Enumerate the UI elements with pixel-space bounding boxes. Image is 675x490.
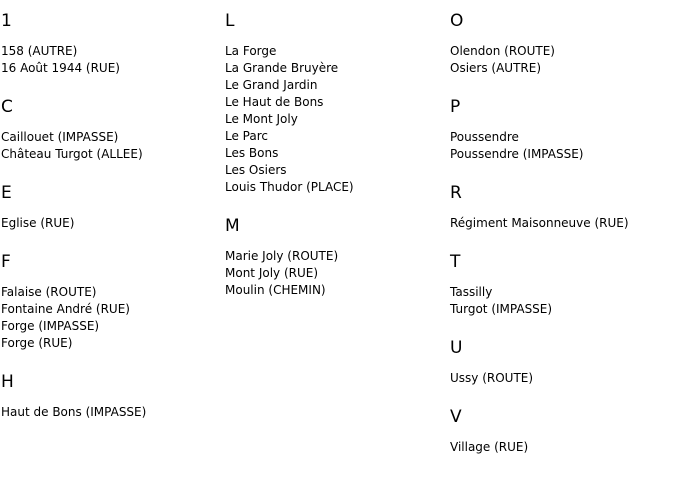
street-link[interactable]: 16 Août 1944 (RUE): [1, 61, 120, 75]
street-link[interactable]: Le Parc: [225, 129, 268, 143]
section-letter: R: [450, 183, 462, 203]
street-link[interactable]: Eglise (RUE): [1, 216, 75, 230]
section-letter: U: [450, 338, 463, 358]
letter-section: [1, 97, 221, 163]
section-letter: F: [1, 252, 11, 272]
letter-section: [1, 11, 221, 77]
street-link[interactable]: La Forge: [225, 44, 277, 58]
letter-section: [1, 252, 221, 352]
street-list: [1, 404, 221, 421]
street-link[interactable]: Forge (RUE): [1, 336, 73, 350]
street-list: [1, 43, 221, 77]
section-letter: P: [450, 97, 461, 117]
street-link[interactable]: Village (RUE): [450, 440, 529, 454]
street-link[interactable]: Les Osiers: [225, 163, 287, 177]
letter-section: [225, 11, 445, 196]
street-link[interactable]: Poussendre: [450, 130, 519, 144]
street-list: [450, 284, 675, 318]
street-link[interactable]: Olendon (ROUTE): [450, 44, 555, 58]
section-letter: M: [225, 216, 240, 236]
street-list: [1, 215, 221, 232]
street-list: [450, 215, 675, 232]
street-list: [225, 248, 445, 299]
section-letter: C: [1, 97, 13, 117]
street-link[interactable]: Turgot (IMPASSE): [450, 302, 553, 316]
street-link[interactable]: Haut de Bons (IMPASSE): [1, 405, 147, 419]
section-letter: V: [450, 407, 462, 427]
street-index-column-2: [225, 11, 445, 299]
street-list: [450, 129, 675, 163]
street-index-column-3: [450, 11, 675, 456]
street-link[interactable]: La Grande Bruyère: [225, 61, 339, 75]
letter-section: [450, 407, 675, 456]
street-list: [450, 43, 675, 77]
street-link[interactable]: Caillouet (IMPASSE): [1, 130, 119, 144]
street-link[interactable]: Le Haut de Bons: [225, 95, 324, 109]
street-list: [450, 439, 675, 456]
section-letter: T: [450, 252, 461, 272]
street-link[interactable]: Louis Thudor (PLACE): [225, 180, 354, 194]
street-link[interactable]: Tassilly: [450, 285, 493, 299]
letter-section: [450, 338, 675, 387]
street-link[interactable]: Château Turgot (ALLEE): [1, 147, 143, 161]
letter-section: [1, 183, 221, 232]
street-link[interactable]: Les Bons: [225, 146, 279, 160]
street-link[interactable]: Falaise (ROUTE): [1, 285, 97, 299]
street-list: [225, 43, 445, 196]
street-link[interactable]: Marie Joly (ROUTE): [225, 249, 339, 263]
street-link[interactable]: Osiers (AUTRE): [450, 61, 542, 75]
street-link[interactable]: Poussendre (IMPASSE): [450, 147, 584, 161]
street-link[interactable]: Le Mont Joly: [225, 112, 298, 126]
street-link[interactable]: 158 (AUTRE): [1, 44, 78, 58]
letter-section: [450, 11, 675, 77]
letter-section: [450, 183, 675, 232]
letter-section: [1, 372, 221, 421]
section-letter: 1: [1, 11, 12, 31]
letter-section: [450, 97, 675, 163]
street-link[interactable]: Le Grand Jardin: [225, 78, 318, 92]
street-list: [1, 129, 221, 163]
street-index-column-1: [1, 11, 221, 421]
street-link[interactable]: Régiment Maisonneuve (RUE): [450, 216, 629, 230]
street-link[interactable]: Moulin (CHEMIN): [225, 283, 326, 297]
section-letter: L: [225, 11, 235, 31]
street-list: [1, 284, 221, 352]
street-link[interactable]: Forge (IMPASSE): [1, 319, 100, 333]
street-link[interactable]: Mont Joly (RUE): [225, 266, 319, 280]
letter-section: [225, 216, 445, 299]
section-letter: O: [450, 11, 464, 31]
street-link[interactable]: Ussy (ROUTE): [450, 371, 534, 385]
section-letter: H: [1, 372, 14, 392]
section-letter: E: [1, 183, 12, 203]
street-list: [450, 370, 675, 387]
street-link[interactable]: Fontaine André (RUE): [1, 302, 130, 316]
letter-section: [450, 252, 675, 318]
